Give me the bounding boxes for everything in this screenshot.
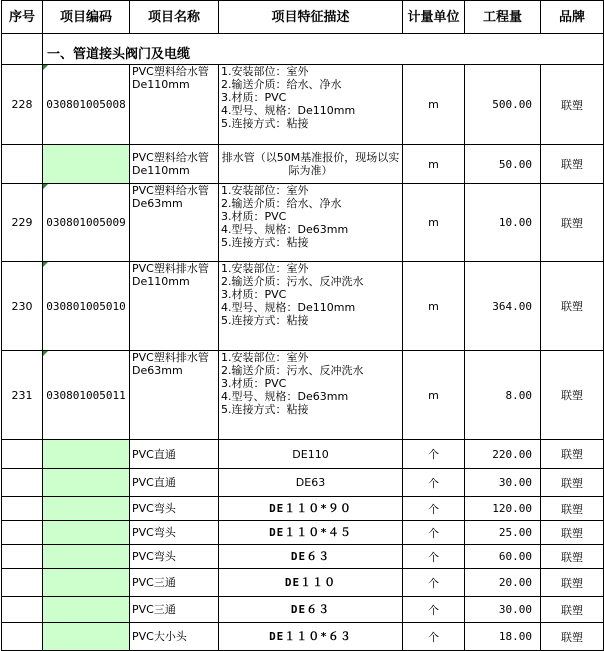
cell-name: PVC三通 <box>130 569 219 597</box>
desc-line: DE63 <box>295 476 326 489</box>
header-code: 项目编码 <box>43 1 130 34</box>
cell-qty: 220.00 <box>465 440 541 469</box>
cell-seq: 229 <box>2 184 43 262</box>
cell-unit: m <box>403 184 465 262</box>
cell-qty: 50.00 <box>465 145 541 184</box>
cell-name: PVC塑料给水管De110mm <box>130 145 219 184</box>
desc-line: DE１１０ <box>284 576 337 589</box>
cell-seq <box>2 440 43 469</box>
header-unit: 计量单位 <box>403 1 465 34</box>
cell-code <box>43 623 130 651</box>
cell-desc <box>219 262 403 351</box>
cell-code <box>43 469 130 497</box>
desc-line: 5.连接方式：粘接 <box>221 403 309 416</box>
cell-seq <box>2 521 43 545</box>
cell-name: PVC直通 <box>130 469 219 497</box>
cell-code: 030801005010 <box>43 262 130 351</box>
cell-brand: 联塑 <box>541 623 604 651</box>
cell-name: PVC大小头 <box>130 623 219 651</box>
cell-unit: 个 <box>403 521 465 545</box>
cell-desc <box>219 545 403 569</box>
table-row <box>2 145 604 184</box>
cell-unit: 个 <box>403 440 465 469</box>
cell-brand: 联塑 <box>541 65 604 145</box>
cell-desc <box>219 184 403 262</box>
cell-seq <box>2 545 43 569</box>
cell-unit: 个 <box>403 623 465 651</box>
desc-line: DE６３ <box>290 550 331 563</box>
cell-qty: 364.00 <box>465 262 541 351</box>
cell-brand: 联塑 <box>541 497 604 521</box>
table-row <box>2 351 604 440</box>
header-name: 项目名称 <box>130 1 219 34</box>
cell-brand: 联塑 <box>541 469 604 497</box>
cell-seq: 231 <box>2 351 43 440</box>
cell-brand: 联塑 <box>541 262 604 351</box>
cell-qty: 8.00 <box>465 351 541 440</box>
cell-code: 030801005009 <box>43 184 130 262</box>
cell-desc <box>219 469 403 497</box>
table-row <box>2 597 604 623</box>
table-row <box>2 65 604 145</box>
cell-unit: 个 <box>403 469 465 497</box>
cell-seq <box>2 497 43 521</box>
cell-seq <box>2 597 43 623</box>
table-row <box>2 497 604 521</box>
table-row <box>2 262 604 351</box>
cell-unit: m <box>403 145 465 184</box>
cell-code <box>43 597 130 623</box>
desc-line: 1.安装部位：室外 <box>221 351 309 364</box>
cell-name: PVC弯头 <box>130 545 219 569</box>
cell-brand: 联塑 <box>541 545 604 569</box>
desc-line: 4.型号、规格：De63mm <box>221 223 349 236</box>
cell-code: 030801005011 <box>43 351 130 440</box>
cell-desc <box>219 145 403 184</box>
cell-unit: 个 <box>403 497 465 521</box>
cell-qty: 60.00 <box>465 545 541 569</box>
cell-unit: m <box>403 65 465 145</box>
desc-line: DE１１０*４５ <box>269 526 352 539</box>
desc-line: 3.材质：PVC <box>221 91 287 104</box>
cell-brand: 联塑 <box>541 440 604 469</box>
cell-qty: 20.00 <box>465 569 541 597</box>
desc-line: 4.型号、规格：De110mm <box>221 104 356 117</box>
cell-seq <box>2 145 43 184</box>
cell-desc <box>219 497 403 521</box>
cell-name: PVC直通 <box>130 440 219 469</box>
cell-brand: 联塑 <box>541 597 604 623</box>
cell-qty: 120.00 <box>465 497 541 521</box>
cell-code <box>43 440 130 469</box>
cell-brand: 联塑 <box>541 145 604 184</box>
cell-seq <box>2 623 43 651</box>
cell-desc <box>219 623 403 651</box>
header-brand: 品牌 <box>541 1 604 34</box>
desc-line: 1.安装部位：室外 <box>221 184 309 197</box>
cell-seq <box>2 469 43 497</box>
table-row <box>2 440 604 469</box>
table-row <box>2 545 604 569</box>
cell-name: PVC塑料给水管De110mm <box>130 65 219 145</box>
cell-code <box>43 497 130 521</box>
table-row <box>2 469 604 497</box>
cell-name: PVC弯头 <box>130 521 219 545</box>
cell-name: PVC弯头 <box>130 497 219 521</box>
cell-unit: 个 <box>403 569 465 597</box>
desc-line: 3.材质：PVC <box>221 288 287 301</box>
cell-unit: 个 <box>403 597 465 623</box>
desc-line: 4.型号、规格：De110mm <box>221 301 356 314</box>
cell-desc <box>219 597 403 623</box>
cell-desc <box>219 440 403 469</box>
header-desc: 项目特征描述 <box>219 1 403 34</box>
desc-line: 3.材质：PVC <box>221 377 287 390</box>
cell-qty: 25.00 <box>465 521 541 545</box>
cell-qty: 18.00 <box>465 623 541 651</box>
desc-line: 5.连接方式：粘接 <box>221 236 309 249</box>
cell-qty: 10.00 <box>465 184 541 262</box>
cell-qty: 30.00 <box>465 469 541 497</box>
header-seq: 序号 <box>2 1 43 34</box>
cell-desc <box>219 569 403 597</box>
cell-brand: 联塑 <box>541 569 604 597</box>
desc-line: DE110 <box>292 447 329 461</box>
desc-line: DE１１０*９０ <box>269 502 352 515</box>
table-row <box>2 623 604 651</box>
cell-code: 030801005008 <box>43 65 130 145</box>
desc-line: DE６３ <box>290 603 331 616</box>
desc-line: 5.连接方式：粘接 <box>221 117 309 130</box>
cell-qty: 30.00 <box>465 597 541 623</box>
cell-unit: 个 <box>403 545 465 569</box>
header-row <box>2 1 604 34</box>
cell-name: PVC塑料排水管De63mm <box>130 351 219 440</box>
desc-line: 5.连接方式：粘接 <box>221 314 309 327</box>
header-qty: 工程量 <box>465 1 541 34</box>
cell-code <box>43 569 130 597</box>
desc-line: 4.型号、规格：De63mm <box>221 390 349 403</box>
table-row <box>2 184 604 262</box>
cell-seq <box>2 569 43 597</box>
cell-desc <box>219 65 403 145</box>
desc-line: 1.安装部位：室外 <box>221 65 309 78</box>
table-row <box>2 569 604 597</box>
cell-name: PVC塑料给水管De63mm <box>130 184 219 262</box>
cell-code <box>43 521 130 545</box>
desc-line: 3.材质：PVC <box>221 210 287 223</box>
cell-seq: 230 <box>2 262 43 351</box>
bill-of-quantities-table <box>1 0 604 651</box>
desc-line: DE１１０*６３ <box>269 630 352 643</box>
cell-desc <box>219 521 403 545</box>
section-row <box>2 34 604 65</box>
table-row <box>2 521 604 545</box>
desc-line: 2.输送介质：污水、反冲洗水 <box>221 364 364 377</box>
cell-qty: 500.00 <box>465 65 541 145</box>
cell-unit: m <box>403 262 465 351</box>
section-title: 一、管道接头阀门及电缆 <box>43 34 604 65</box>
cell-desc <box>219 351 403 440</box>
desc-line: 2.输送介质：污水、反冲洗水 <box>221 275 364 288</box>
cell-brand: 联塑 <box>541 351 604 440</box>
cell-name: PVC塑料排水管De110mm <box>130 262 219 351</box>
desc-line: 排水管（以50M基准报价，现场以实际为准） <box>221 151 400 177</box>
cell-brand: 联塑 <box>541 521 604 545</box>
cell-code <box>43 545 130 569</box>
cell-code <box>43 145 130 184</box>
cell-seq: 228 <box>2 65 43 145</box>
desc-line: 2.输送介质：给水、净水 <box>221 197 342 210</box>
desc-line: 1.安装部位：室外 <box>221 262 309 275</box>
cell-name: PVC三通 <box>130 597 219 623</box>
desc-line: 2.输送介质：给水、净水 <box>221 78 342 91</box>
cell-unit: m <box>403 351 465 440</box>
cell-brand: 联塑 <box>541 184 604 262</box>
